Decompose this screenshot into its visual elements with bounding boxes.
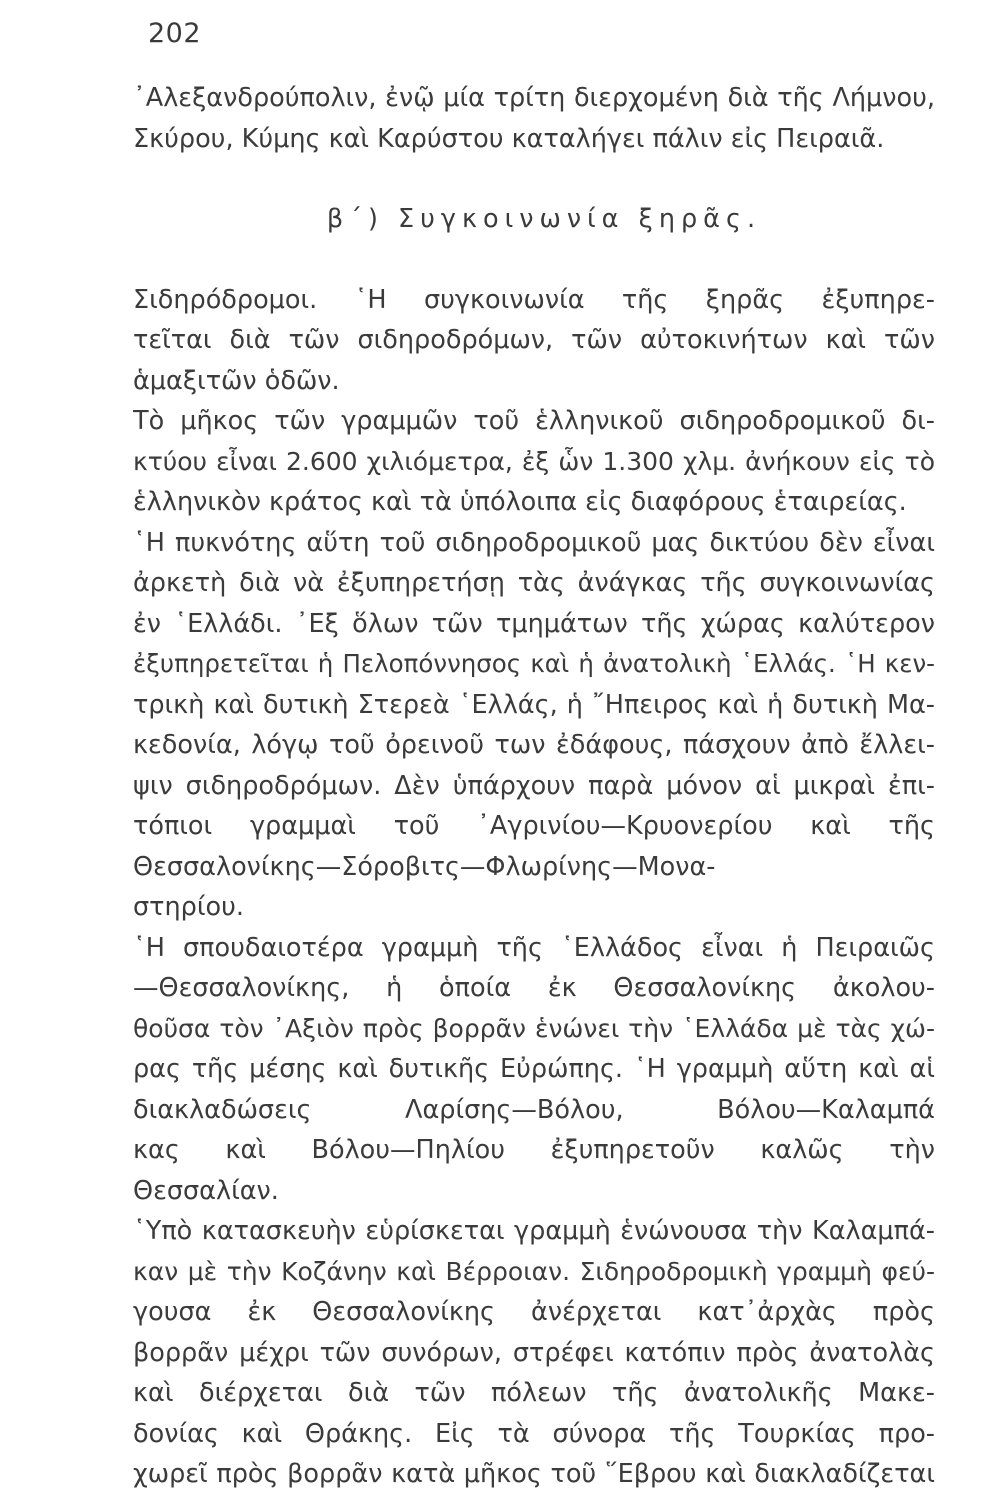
- text-line: κεδονία, λόγῳ τοῦ ὀρεινοῦ των ἐδάφους, πάσχουν ἀπὸ ἔλλει-: [133, 730, 935, 760]
- text-line: τεῖται διὰ τῶν σιδηροδρόμων, τῶν αὐτοκινήτων καὶ τῶν: [133, 325, 935, 355]
- text-line: διακλαδώσεις Λαρίσης—Βόλου, Βόλου—Καλαμπά: [133, 1094, 935, 1125]
- text-line: ψιν σιδηροδρόμων. Δὲν ὑπάρχουν παρὰ μόνον αἱ μικραὶ ἐπι-: [133, 770, 935, 801]
- text-line: ῾Υπὸ κατασκευὴν εὑρίσκεται γραμμὴ ἑνώνουσα τὴν Καλαμπά-: [133, 1216, 935, 1246]
- text-line: ῾Η πυκνότης αὕτη τοῦ σιδηροδρομικοῦ μας δικτύου δὲν εἶναι: [133, 527, 935, 558]
- body-text: [133, 78, 935, 1495]
- text-line: δονίας καὶ Θράκης. Εἰς τὰ σύνορα τῆς Τουρκίας προ-: [133, 1418, 935, 1449]
- text-line: κτύου εἶναι 2.600 χιλιόμετρα, ἐξ ὧν 1.300 χλμ. ἀνήκουν εἰς τὸ: [133, 446, 935, 476]
- text-line: Σκύρου, Κύμης καὶ Καρύστου καταλήγει πάλιν εἰς Πειραιᾶ.: [133, 123, 885, 154]
- text-line: χωρεῖ πρὸς βορρᾶν κατὰ μῆκος τοῦ ῞Εβρου καὶ διακλαδίζεται: [133, 1459, 935, 1489]
- text-line: τόπιοι γραμμαὶ τοῦ ᾿Αγρινίου—Κρυονερίου καὶ τῆς: [133, 811, 935, 841]
- text-line: ῾Η σπουδαιοτέρα γραμμὴ τῆς ῾Ελλάδος εἶναι ἡ Πειραιῶς: [133, 932, 935, 963]
- text-line: τρικὴ καὶ δυτικὴ Στερεὰ ῾Ελλάς, ἡ ῎Ηπειρος καὶ ἡ δυτικὴ Μα-: [133, 689, 935, 720]
- text-line: Τὸ μῆκος τῶν γραμμῶν τοῦ ἑλληνικοῦ σιδηροδρομικοῦ δι-: [133, 406, 935, 436]
- text-line: καν μὲ τὴν Κοζάνην καὶ Βέρροιαν. Σιδηροδρομικὴ γραμμὴ φεύ-: [133, 1256, 935, 1286]
- text-line: ἁμαξιτῶν ὁδῶν.: [133, 365, 340, 396]
- text-line: Σιδηρόδρομοι. ῾Η συγκοινωνία τῆς ξηρᾶς ἐξυπηρε-: [133, 284, 935, 315]
- section-heading: β΄) Συγκοινωνία ξηρᾶς.: [326, 204, 762, 234]
- text-line: στηρίου.: [133, 892, 244, 922]
- text-line: ἑλληνικὸν κράτος καὶ τὰ ὑπόλοιπα εἰς διαφόρους ἑταιρείας.: [133, 487, 907, 517]
- text-line: γουσα ἐκ Θεσσαλονίκης ἀνέρχεται κατ᾿ἀρχὰς πρὸς: [133, 1297, 935, 1327]
- page-number: 202: [148, 18, 202, 49]
- text-line: ρας τῆς μέσης καὶ δυτικῆς Εὐρώπης. ῾Η γραμμὴ αὕτη καὶ αἱ: [133, 1054, 935, 1084]
- text-line: ἐξυπηρετεῖται ἡ Πελοπόννησος καὶ ἡ ἀνατολικὴ ῾Ελλάς. ῾Η κεν-: [133, 649, 935, 678]
- text-line: Θεσσαλίαν.: [133, 1175, 279, 1206]
- text-line: ἐν ῾Ελλάδι. ᾿Εξ ὅλων τῶν τμημάτων τῆς χώρας καλύτερον: [133, 608, 935, 639]
- text-line: Θεσσαλονίκης—Σόροβιτς—Φλωρίνης—Μονα-: [133, 851, 716, 882]
- text-line: κας καὶ Βόλου—Πηλίου ἐξυπηρετοῦν καλῶς τὴν: [133, 1135, 935, 1165]
- section-spacer: [133, 240, 935, 280]
- section-spacer: [133, 159, 935, 199]
- text-line: βορρᾶν μέχρι τῶν συνόρων, στρέφει κατόπιν πρὸς ἀνατολὰς: [133, 1337, 935, 1368]
- text-line: καὶ διέρχεται διὰ τῶν πόλεων τῆς ἀνατολικῆς Μακε-: [133, 1378, 935, 1408]
- text-line: ᾿Αλεξανδρούπολιν, ἐνῷ μία τρίτη διερχομένη διὰ τῆς Λήμνου,: [133, 83, 935, 113]
- text-line: ἀρκετὴ διὰ νὰ ἐξυπηρετήσῃ τὰς ἀνάγκας τῆς συγκοινωνίας: [133, 568, 935, 598]
- text-line: θοῦσα τὸν ᾿Αξιὸν πρὸς βορρᾶν ἑνώνει τὴν ῾Ελλάδα μὲ τὰς χώ-: [133, 1013, 935, 1043]
- text-line: —Θεσσαλονίκης, ἡ ὁποία ἐκ Θεσσαλονίκης ἀκολου-: [133, 973, 935, 1003]
